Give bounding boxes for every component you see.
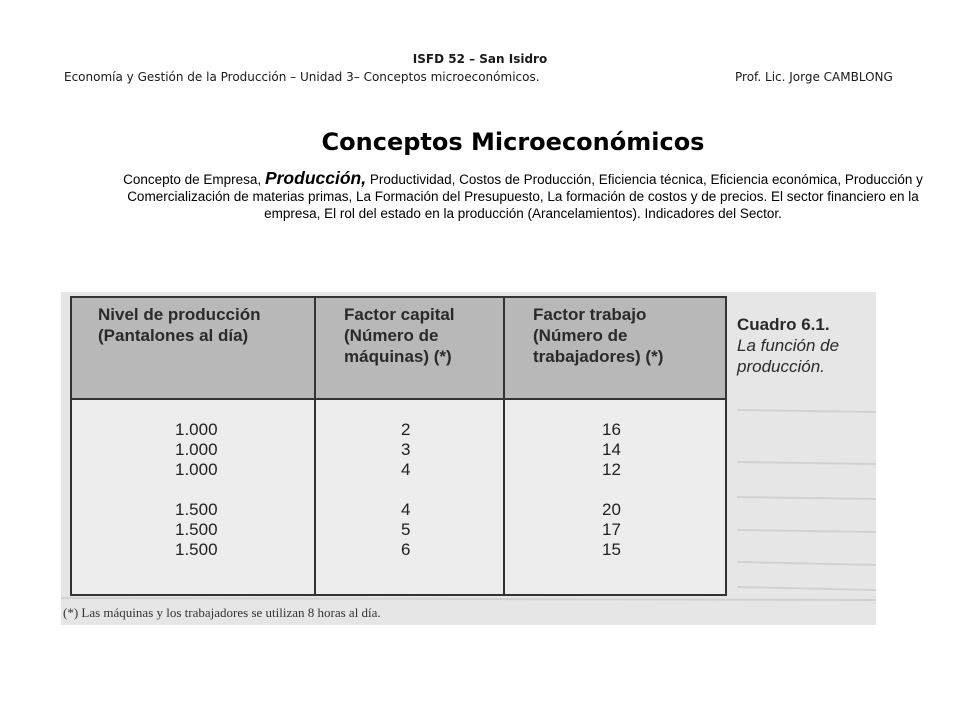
header-line: Factor capital	[344, 305, 455, 324]
header-line: Factor trabajo	[533, 305, 647, 324]
table-caption	[737, 314, 876, 377]
table-cell: 14	[602, 440, 621, 459]
table-cell: 1.500	[175, 500, 218, 519]
table-cell: 16	[602, 420, 621, 439]
table-cell: 2	[401, 420, 411, 439]
table-cell: 3	[401, 440, 411, 459]
table-cell: 6	[401, 540, 411, 559]
header-line: (Número de	[344, 326, 439, 345]
row-gap	[175, 480, 314, 500]
table-cell: 12	[602, 460, 621, 479]
header-labor-factor	[504, 297, 726, 399]
caption-text-line: producción.	[737, 357, 825, 376]
header-capital-factor	[315, 297, 504, 399]
header-line: trabajadores) (*)	[533, 347, 664, 366]
production-level-column	[71, 399, 315, 595]
table-cell: 1.000	[175, 460, 218, 479]
table-cell: 15	[602, 540, 621, 559]
header-line: (Número de	[533, 326, 628, 345]
table-cell: 1.500	[175, 540, 218, 559]
course-title: Economía y Gestión de la Producción – Unidad 3– Conceptos microeconómicos.	[64, 70, 540, 84]
topics-paragraph	[118, 170, 928, 222]
table-cell: 4	[401, 500, 411, 519]
production-function-table	[70, 296, 727, 596]
labor-factor-column	[504, 399, 726, 595]
topics-highlight: Producción,	[264, 168, 367, 188]
table-cell: 1.000	[175, 420, 218, 439]
caption-text-line: La función de	[737, 336, 840, 355]
table-cell: 4	[401, 460, 411, 479]
caption-number: Cuadro 6.1.	[737, 315, 830, 334]
table-cell: 17	[602, 520, 621, 539]
page-title: Conceptos Microeconómicos	[321, 128, 705, 156]
table-cell: 1.000	[175, 440, 218, 459]
table-cell: 1.500	[175, 520, 218, 539]
row-gap	[401, 480, 503, 500]
topics-text-rest: Productividad, Costos de Producción, Eficiencia técnica, Eficiencia económica, Producción y Comercialización de materias primas, La Formación del Presupuesto, La formación de costos y de precios. El sector financiero en la empresa, El rol del estado en la producción (Arancelamientos). Indicadores del Sector.	[127, 172, 923, 221]
professor-name: Prof. Lic. Jorge CAMBLONG	[735, 70, 893, 84]
school-name: ISFD 52 – San Isidro	[412, 52, 548, 66]
table-cell: 20	[602, 500, 621, 519]
header-line: máquinas) (*)	[344, 347, 452, 366]
header-line: Nivel de producción	[98, 305, 261, 324]
table-footnote: (*) Las máquinas y los trabajadores se utilizan 8 horas al día.	[63, 605, 381, 620]
header-production-level	[71, 297, 315, 399]
table-cell: 5	[401, 520, 411, 539]
capital-factor-column	[315, 399, 504, 595]
row-gap	[602, 480, 725, 500]
topics-text-start: Concepto de Empresa,	[123, 172, 265, 187]
header-line: (Pantalones al día)	[98, 326, 249, 345]
scanned-table-image	[61, 292, 876, 625]
